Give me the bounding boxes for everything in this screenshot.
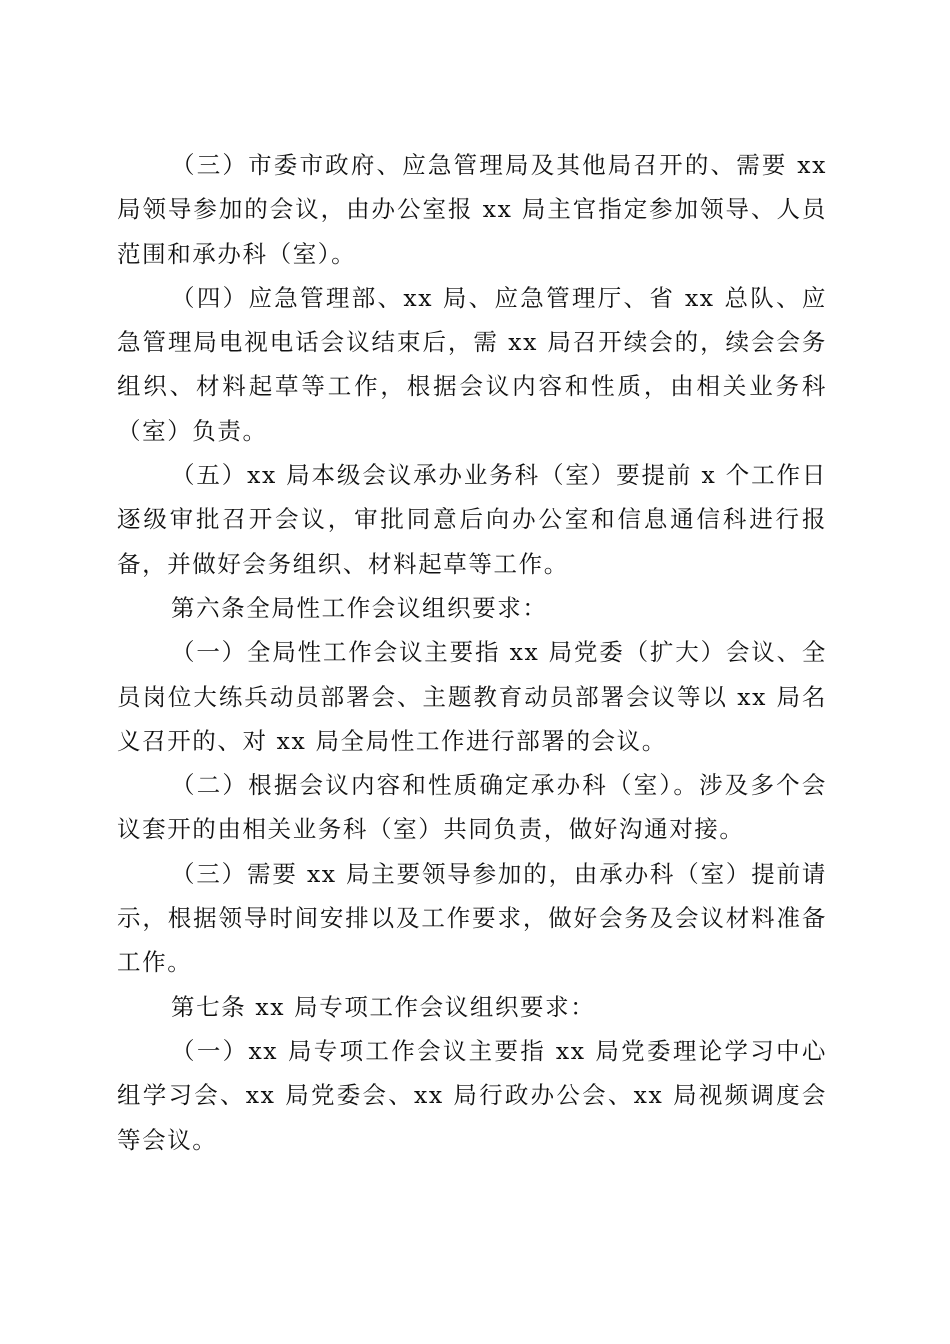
paragraph-meeting-item-4: （四）应急管理部、xx 局、应急管理厅、省 xx 总队、应急管理局电视电话会议结束后，需 xx 局召开续会的，续会会务组织、材料起草等工作，根据会议内容和性质，由相关业务科（室）负责。 [117,283,827,445]
article-7-heading: 第七条 xx 局专项工作会议组织要求： [171,992,596,1021]
paragraph-article6-item-2: （二）根据会议内容和性质确定承办科（室）。涉及多个会议套开的由相关业务科（室）共同负责，做好沟通对接。 [117,771,827,844]
paragraph-meeting-item-5: （五）xx 局本级会议承办业务科（室）要提前 x 个工作日逐级审批召开会议，审批同意后向办公室和信息通信科进行报备，并做好会务组织、材料起草等工作。 [117,461,827,578]
paragraph-article6-item-3: （三）需要 xx 局主要领导参加的，由承办科（室）提前请示，根据领导时间安排以及工作要求，做好会务及会议材料准备工作。 [117,859,827,977]
paragraph-article6-item-1: （一）全局性工作会议主要指 xx 局党委（扩大）会议、全员岗位大练兵动员部署会、主题教育动员部署会议等以 xx 局名义召开的、对 xx 局全局性工作进行部署的会议。 [117,638,827,755]
paragraph-meeting-item-3: （三）市委市政府、应急管理局及其他局召开的、需要 xx 局领导参加的会议，由办公室报 xx 局主官指定参加领导、人员范围和承办科（室）。 [117,151,827,268]
document-page [117,143,827,1162]
article-6-heading: 第六条全局性工作会议组织要求： [171,593,548,622]
paragraph-article7-item-1: （一）xx 局专项工作会议主要指 xx 局党委理论学习中心组学习会、xx 局党委会、xx 局行政办公会、xx 局视频调度会等会议。 [117,1036,827,1154]
